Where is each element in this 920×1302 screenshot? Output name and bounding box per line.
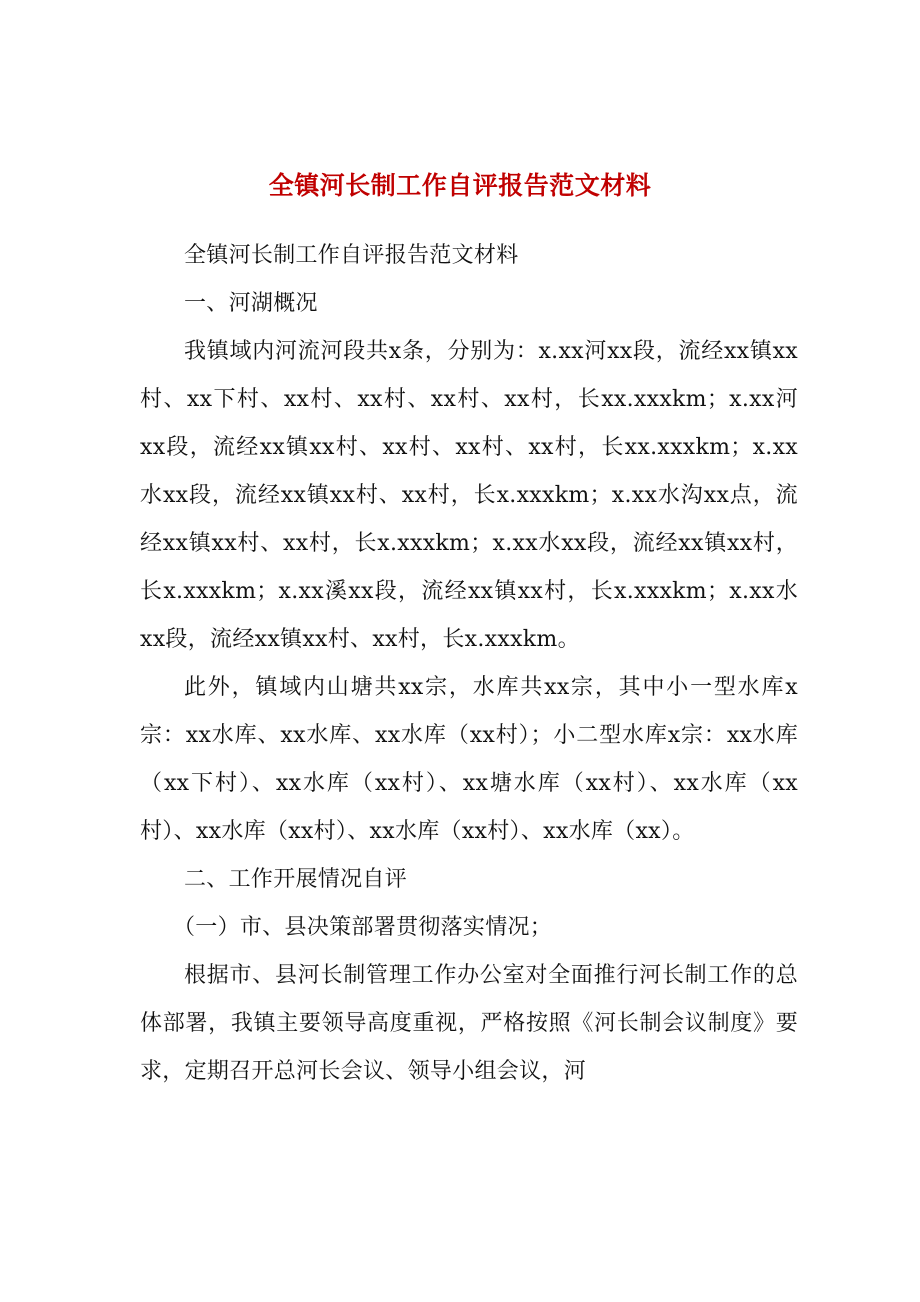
paragraph-implementation: 根据市、县河长制管理工作办公室对全面推行河长制工作的总体部署，我镇主要领导高度重视，严格按照《河长制会议制度》要求，定期召开总河长会议、领导小组会议，河 <box>140 963 798 1084</box>
paragraph-reservoirs: 此外，镇域内山塘共xx宗，水库共xx宗，其中小一型水库x宗：xx水库、xx水库、xx水库（xx村）；小二型水库x宗：xx水库（xx下村）、xx水库（xx村）、xx塘水库（xx村）、xx水库（xx村）、xx水库（xx村）、xx水库（xx村）、xx水库（xx）。 <box>140 675 798 844</box>
paragraph-river-sections: 我镇域内河流河段共x条，分别为：x.xx河xx段，流经xx镇xx村、xx下村、xx村、xx村、xx村、xx村，长xx.xxxkm；x.xx河xx段，流经xx镇xx村、xx村、xx村、xx村，长xx.xxxkm；x.xx水xx段，流经xx镇xx村、xx村，长x.xxxkm；x.xx水沟xx点，流经xx镇xx村、xx村，长x.xxxkm；x.xx水xx段，流经xx镇xx村，长x.xxxkm；x.xx溪xx段，流经xx镇xx村，长x.xxxkm；x.xx水xx段，流经xx镇xx村、xx村，长x.xxxkm。 <box>140 339 798 652</box>
section-heading-river-overview: 一、河湖概况 <box>184 291 318 316</box>
document-title: 全镇河长制工作自评报告范文材料 <box>268 171 652 200</box>
body-heading-repeat: 全镇河长制工作自评报告范文材料 <box>184 243 519 268</box>
document-body <box>140 232 798 1096</box>
subsection-heading-implementation: （一）市、县决策部署贯彻落实情况； <box>173 915 553 940</box>
section-heading-self-evaluation: 二、工作开展情况自评 <box>184 867 408 892</box>
